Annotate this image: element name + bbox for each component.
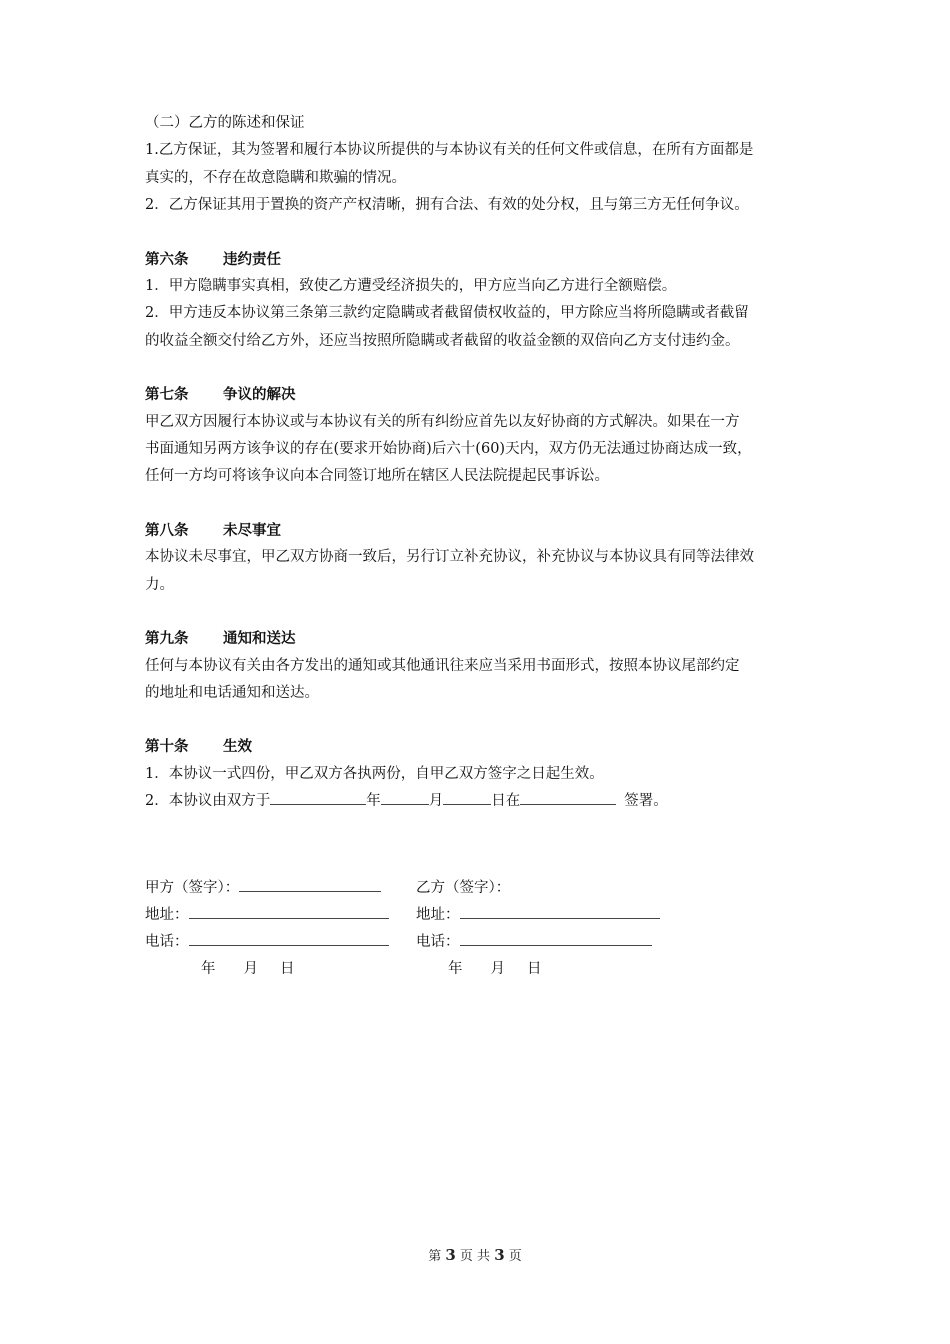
clause-text: 任何与本协议有关由各方发出的通知或其他通讯往来应当采用书面形式，按照本协议尾部约定 <box>145 657 740 674</box>
article-number: 第十条 <box>145 738 189 756</box>
party-a-phone <box>145 929 416 956</box>
phone-line <box>189 929 389 946</box>
current-page-number: 3 <box>445 1246 456 1264</box>
party-b-address <box>416 902 716 929</box>
party-a-address <box>145 902 416 929</box>
article-number: 第九条 <box>145 630 189 648</box>
article-9-heading <box>145 625 810 652</box>
address-line <box>189 902 389 919</box>
clause-text: 真实的，不存在故意隐瞒和欺骗的情况。 <box>145 169 406 186</box>
article-title: 通知和送达 <box>223 630 296 648</box>
article-title: 未尽事宜 <box>223 521 281 539</box>
month-label: 月 <box>243 961 258 977</box>
party-a-sign-line <box>239 875 381 892</box>
address-line <box>460 902 660 919</box>
page-footer <box>0 1245 950 1264</box>
clause-text: 1．本协议一式四份，甲乙双方各执两份，自甲乙双方签字之日起生效。 <box>145 765 604 782</box>
signing-date-clause <box>145 788 810 815</box>
article-title: 争议的解决 <box>223 386 296 404</box>
clause-text: 1.乙方保证，其为签署和履行本协议所提供的与本协议有关的任何文件或信息，在所有方面都是 <box>145 142 754 159</box>
phone-label: 电话： <box>145 934 189 950</box>
party-a-label: 甲方（签字）： <box>145 880 240 896</box>
month-label: 月 <box>428 793 444 810</box>
address-label: 地址： <box>416 907 460 923</box>
day-label: 日 <box>280 961 295 977</box>
footer-prefix: 第 <box>428 1249 442 1264</box>
day-at-label: 日在 <box>491 793 521 810</box>
clause-text: 2．甲方违反本协议第三条第三款约定隐瞒或者截留债权收益的，甲方除应当将所隐瞒或者截留 <box>145 305 749 322</box>
party-b-phone <box>416 929 716 956</box>
phone-line <box>460 929 652 946</box>
year-label: 年 <box>201 961 216 977</box>
subsection-title: （二）乙方的陈述和保证 <box>145 115 305 131</box>
article-title: 违约责任 <box>223 250 281 268</box>
party-a-signature <box>145 875 416 902</box>
signature-block <box>145 875 765 983</box>
clause-text: 力。 <box>145 576 174 593</box>
article-number: 第七条 <box>145 386 189 404</box>
signed-label: 签署。 <box>624 793 668 810</box>
article-number: 第六条 <box>145 250 189 268</box>
clause-text: 书面通知另两方该争议的存在(要求开始协商)后六十(60)天内，双方仍无法通过协商达成一致， <box>145 441 752 458</box>
article-8-heading <box>145 517 810 544</box>
place-blank <box>520 788 616 805</box>
article-6-heading <box>145 246 810 273</box>
signature-row <box>145 875 765 902</box>
clause-text: 甲乙双方因履行本协议或与本协议有关的所有纠纷应首先以友好协商的方式解决。如果在一方 <box>145 413 740 430</box>
party-b-label: 乙方（签字）： <box>416 880 511 896</box>
total-page-number: 3 <box>494 1246 505 1264</box>
article-number: 第八条 <box>145 521 189 539</box>
clause-text: 的地址和电话通知和送达。 <box>145 684 319 701</box>
clause-text: 的收益全额交付给乙方外，还应当按照所隐瞒或者截留的收益金额的双倍向乙方支付违约金。 <box>145 332 740 349</box>
clause-text: 本协议未尽事宜，甲乙双方协商一致后，另行订立补充协议，补充协议与本协议具有同等法律效 <box>145 549 754 566</box>
article-10-heading <box>145 733 810 760</box>
party-a-date <box>145 956 416 983</box>
year-label: 年 <box>366 793 381 810</box>
address-row <box>145 902 765 929</box>
year-label: 年 <box>448 961 463 977</box>
article-title: 生效 <box>223 738 252 756</box>
month-blank <box>381 788 429 805</box>
day-blank <box>443 788 491 805</box>
date-row <box>145 956 765 983</box>
footer-mid: 页 共 <box>459 1249 491 1264</box>
day-label: 日 <box>527 961 542 977</box>
footer-suffix: 页 <box>508 1249 522 1264</box>
month-label: 月 <box>490 961 505 977</box>
clause-text: 任何一方均可将该争议向本合同签订地所在辖区人民法院提起民事诉讼。 <box>145 468 609 485</box>
document-body <box>145 110 810 816</box>
phone-row <box>145 929 765 956</box>
party-b-date <box>416 956 716 983</box>
clause-text: 1．甲方隐瞒事实真相，致使乙方遭受经济损失的，甲方应当向乙方进行全额赔偿。 <box>145 278 677 295</box>
party-b-signature <box>416 875 716 902</box>
address-label: 地址： <box>145 907 189 923</box>
clause-text: 2．乙方保证其用于置换的资产产权清晰，拥有合法、有效的处分权，且与第三方无任何争议。 <box>145 197 749 214</box>
year-blank <box>270 788 366 805</box>
phone-label: 电话： <box>416 934 460 950</box>
clause-text: 2．本协议由双方于 <box>145 793 271 810</box>
article-7-heading <box>145 381 810 408</box>
